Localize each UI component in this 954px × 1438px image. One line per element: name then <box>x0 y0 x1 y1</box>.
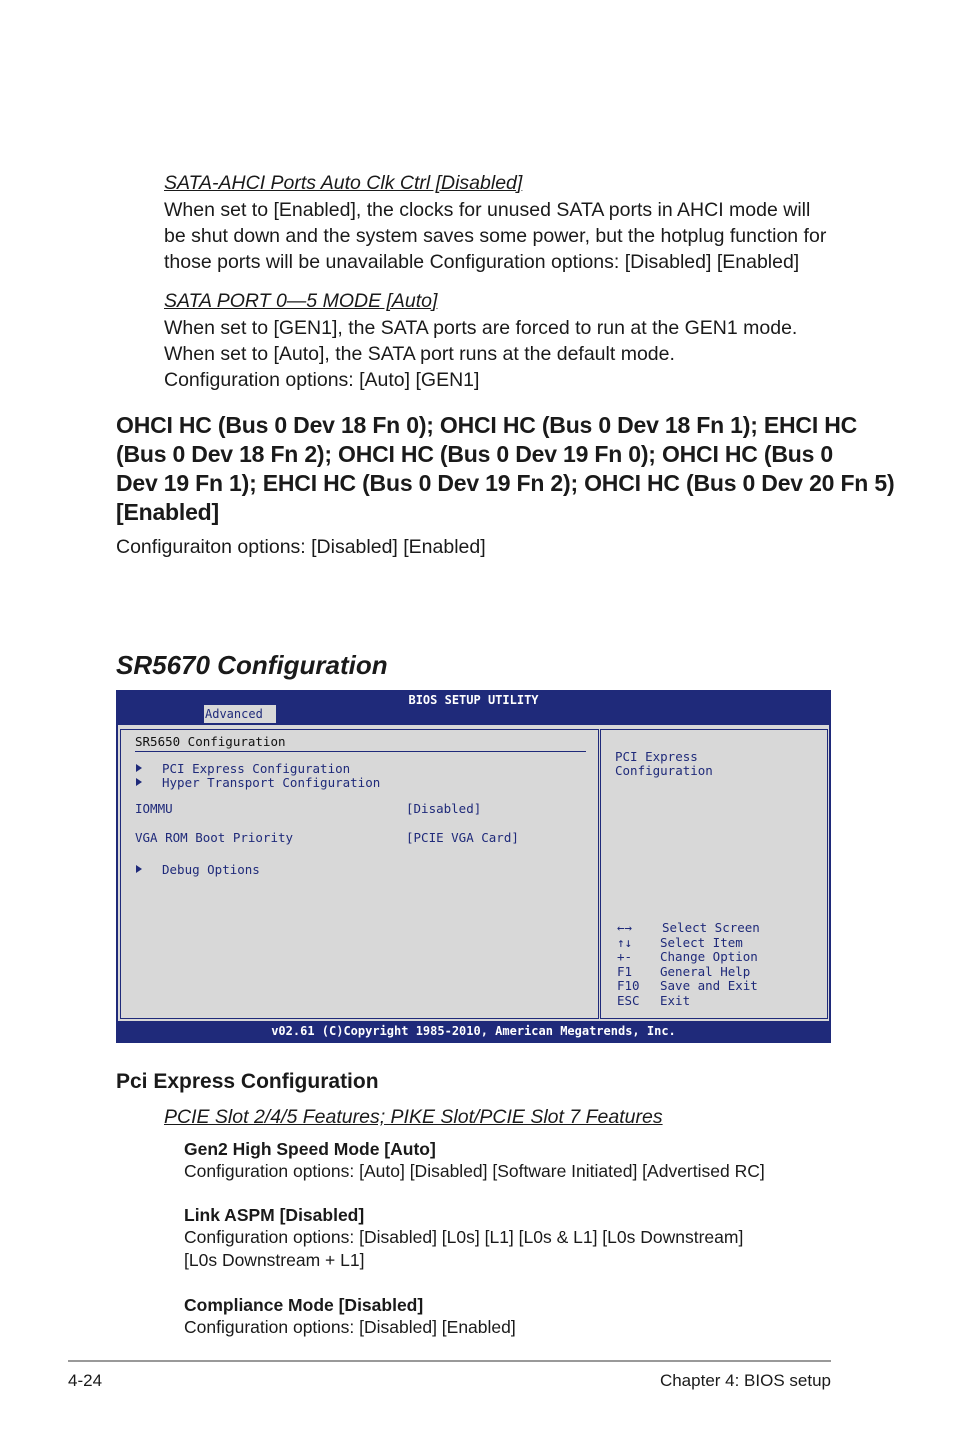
text-line: When set to [GEN1], the SATA ports are forced to run at the GEN1 mode. <box>164 317 798 339</box>
item-iommu-label[interactable]: IOMMU <box>135 801 173 816</box>
key-action: Select Screen <box>662 920 760 935</box>
pci-express-heading: Pci Express Configuration <box>116 1070 379 1093</box>
key-action: General Help <box>660 964 751 979</box>
option-title: Link ASPM [Disabled] <box>184 1205 365 1225</box>
key-action: Select Item <box>660 935 743 950</box>
option-title: Gen2 High Speed Mode [Auto] <box>184 1139 436 1159</box>
text-line: those ports will be unavailable Configuration options: [Disabled] [Enabled] <box>164 251 800 273</box>
key-label: F10 <box>617 978 640 993</box>
help-line: PCI Express <box>615 749 698 764</box>
divider <box>135 751 586 752</box>
bios-screen <box>116 690 831 1043</box>
sata-ahci-heading: SATA-AHCI Ports Auto Clk Ctrl [Disabled] <box>164 172 523 194</box>
tab-advanced[interactable]: Advanced <box>204 705 276 723</box>
section-title: SR5670 Configuration <box>116 650 388 680</box>
page-number: 4-24 <box>68 1371 103 1390</box>
ohci-options: Configuraiton options: [Disabled] [Enabled] <box>116 536 486 558</box>
sata-port-description <box>164 315 797 393</box>
submenu-arrow-icon <box>136 865 142 873</box>
option-title: Compliance Mode [Disabled] <box>184 1295 424 1315</box>
text-line: When set to [Auto], the SATA port runs at the default mode. <box>164 343 675 365</box>
key-label: F1 <box>617 964 633 979</box>
sata-ahci-description <box>164 197 826 275</box>
option-description <box>184 1226 743 1272</box>
submenu-arrow-icon <box>136 764 142 772</box>
heading-line: [Enabled] <box>116 499 219 525</box>
key-action: Change Option <box>660 949 758 964</box>
item-iommu-value[interactable]: [Disabled] <box>406 801 482 816</box>
item-vga-rom-value[interactable]: [PCIE VGA Card] <box>406 830 519 845</box>
heading-line: (Bus 0 Dev 18 Fn 2); OHCI HC (Bus 0 Dev 19 Fn 0); OHCI HC (Bus 0 <box>116 441 833 467</box>
text-line: [L0s Downstream + L1] <box>184 1250 365 1270</box>
sata-port-heading: SATA PORT 0—5 MODE [Auto] <box>164 290 438 312</box>
pcie-slot-subheading: PCIE Slot 2/4/5 Features; PIKE Slot/PCIE Slot 7 Features <box>164 1106 663 1128</box>
key-left-right-icon: ←→ <box>617 920 633 935</box>
text-line: be shut down and the system saves some power, but the hotplug function for <box>164 225 827 247</box>
bios-main-panel <box>120 729 599 1019</box>
key-label: +- <box>617 949 633 964</box>
ohci-heading <box>116 411 894 527</box>
option-description <box>184 1160 765 1183</box>
key-up-down-icon: ↑↓ <box>617 935 633 950</box>
help-line: Configuration <box>615 763 713 778</box>
heading-line: OHCI HC (Bus 0 Dev 18 Fn 0); OHCI HC (Bus 0 Dev 18 Fn 1); EHCI HC <box>116 412 858 438</box>
text-line: Configuration options: [Disabled] [Enabled] <box>184 1317 516 1337</box>
footer-divider <box>68 1360 831 1362</box>
submenu-hyper-transport[interactable]: Hyper Transport Configuration <box>162 775 381 790</box>
submenu-pci-express[interactable]: PCI Express Configuration <box>162 761 351 776</box>
chapter-label: Chapter 4: BIOS setup <box>659 1371 831 1390</box>
bios-title: BIOS SETUP UTILITY <box>408 693 539 707</box>
submenu-debug-options[interactable]: Debug Options <box>162 862 260 877</box>
key-action: Save and Exit <box>660 978 758 993</box>
key-action: Exit <box>660 993 691 1008</box>
option-description <box>184 1316 516 1339</box>
text-line: Configuration options: [Disabled] [L0s] [L1] [L0s & L1] [L0s Downstream] <box>184 1227 744 1247</box>
key-label: ESC <box>617 993 640 1008</box>
text-line: Configuration options: [Auto] [Disabled] [Software Initiated] [Advertised RC] <box>184 1161 765 1181</box>
item-vga-rom-label[interactable]: VGA ROM Boot Priority <box>135 830 294 845</box>
heading-line: Dev 19 Fn 1); EHCI HC (Bus 0 Dev 19 Fn 2); OHCI HC (Bus 0 Dev 20 Fn 5) <box>116 470 895 496</box>
bios-panel-title: SR5650 Configuration <box>135 734 286 749</box>
bios-help-panel <box>600 729 828 1019</box>
bios-body <box>118 725 829 1021</box>
submenu-arrow-icon <box>136 778 142 786</box>
bios-footer: v02.61 (C)Copyright 1985-2010, American Megatrends, Inc. <box>271 1024 676 1038</box>
text-line: Configuration options: [Auto] [GEN1] <box>164 369 480 391</box>
text-line: When set to [Enabled], the clocks for unused SATA ports in AHCI mode will <box>164 199 811 221</box>
